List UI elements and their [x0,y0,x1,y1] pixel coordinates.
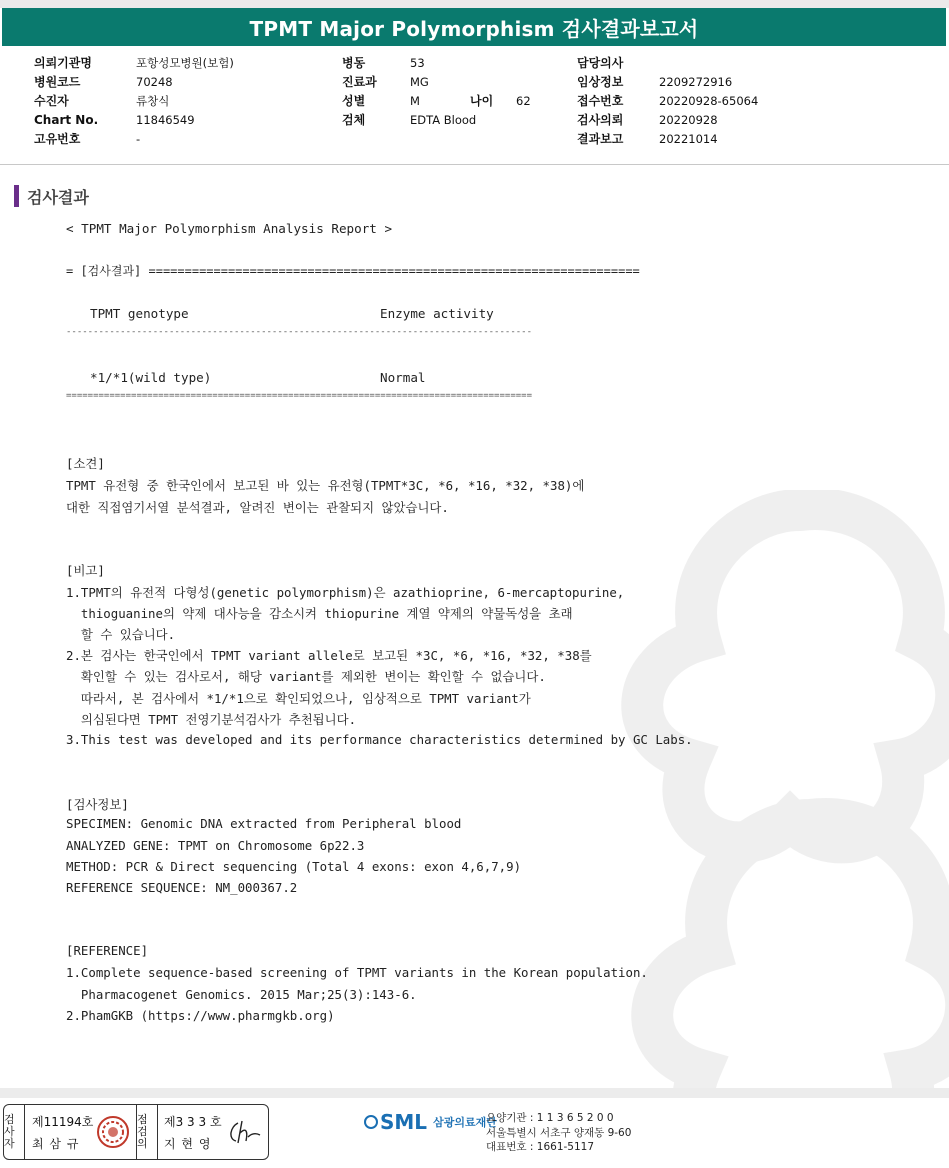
tester-number: 제11194호 [32,1115,94,1129]
info-label: 검체 [342,113,366,127]
info-value: 20221014 [659,132,718,146]
info-column-2 [342,54,531,130]
info-row [342,54,531,73]
contact-line: 대표번호 : 1661-5117 [486,1141,595,1153]
report-heading: < TPMT Major Polymorphism Analysis Report > [66,221,393,236]
info-label: 고유번호 [34,132,81,146]
org-name: 삼광의료재단 [433,1116,497,1129]
info-label: 결과보고 [577,132,624,146]
remarks-line: 따라서, 본 검사에서 *1/*1으로 확인되었으나, 임상적으로 TPMT variant가 [66,691,531,706]
findings-title: [소견] [66,456,105,471]
remarks-line: 3.This test was developed and its performance characteristics determined by GC Labs. [66,732,693,747]
info-label: 수진자 [34,94,69,108]
reviewer-name: 지 현 영 [164,1137,212,1151]
section-title [14,185,89,207]
info-column-1 [34,54,234,149]
info-value: 포항성모병원(보험) [136,56,234,70]
reference-title: [REFERENCE] [66,943,149,958]
info-label: 성별 [342,94,366,108]
info-row [342,73,531,92]
genotype-value: *1/*1(wild type) [90,370,212,385]
info-label: 병원코드 [34,75,81,89]
remarks-line: 할 수 있습니다. [66,627,176,642]
info-label: Chart No. [34,113,99,127]
info-row [577,54,758,73]
watermark-logo [620,490,949,1090]
remarks-line: 확인할 수 있는 검사로서, 해당 variant를 제외한 변이는 확인할 수 없습니다. [66,669,546,684]
info-row [34,73,234,92]
info-row [34,92,234,111]
info-label: 의뢰기관명 [34,56,92,70]
tester-label: 검사자 [4,1105,25,1159]
result-header-line: = [검사결과] ==================================================================== [66,264,640,278]
footer-band [0,1088,949,1098]
age-label: 나이 [470,94,494,108]
contact-info [486,1111,631,1155]
info-label: 접수번호 [577,94,624,108]
reference-line: 2.PhamGKB (https://www.pharmgkb.org) [66,1008,335,1023]
info-value: 류창식 [136,94,170,108]
info-value: 20220928-65064 [659,94,759,108]
test-info-line: METHOD: PCR & Direct sequencing (Total 4 exons: exon 4,6,7,9) [66,859,522,874]
report-title: TPMT Major Polymorphism 검사결과보고서 [2,8,946,46]
age-value: 62 [516,94,531,108]
info-row [577,111,758,130]
equal-divider: ====================================================================================== [66,391,532,401]
findings-line: 대한 직접염기서열 분석결과, 알려진 변이는 관찰되지 않았습니다. [66,500,449,515]
reviewer-label: 점검의 [137,1105,158,1159]
info-label: 담당의사 [577,56,624,70]
info-value: - [136,132,141,146]
contact-line: 요양기관 : 1 1 3 6 5 2 0 0 [486,1112,614,1124]
remarks-line: 의심된다면 TPMT 전영기분석검사가 추천됩니다. [66,712,357,727]
info-column-3 [577,54,758,149]
remarks-line: 1.TPMT의 유전적 다형성(genetic polymorphism)은 azathioprine, 6-mercaptopurine, [66,585,625,600]
test-info-line: ANALYZED GENE: TPMT on Chromosome 6p22.3 [66,838,365,853]
info-row [577,130,758,149]
section-accent-bar [14,185,19,207]
info-label: 검사의뢰 [577,113,624,127]
info-row [342,111,531,130]
info-row [34,130,234,149]
signature-icon [226,1119,262,1145]
info-value: 2209272916 [659,75,733,89]
section-title-text: 검사결과 [27,187,89,207]
test-info-line: SPECIMEN: Genomic DNA extracted from Peripheral blood [66,816,462,831]
top-band [0,0,949,8]
findings-line: TPMT 유전형 중 한국인에서 보고된 바 있는 유전형(TPMT*3C, *6, *16, *32, *38)에 [66,478,585,493]
remarks-title: [비고] [66,563,105,578]
info-row [577,73,758,92]
red-seal-icon [96,1115,130,1149]
info-value: 11846549 [136,113,195,127]
info-label: 임상정보 [577,75,624,89]
tester-name: 최 삼 규 [32,1137,80,1151]
reference-line: Pharmacogenet Genomics. 2015 Mar;25(3):143-6. [66,987,417,1002]
info-row [342,92,531,111]
info-row [577,92,758,111]
info-label: 진료과 [342,75,377,89]
sml-logo [364,1110,497,1134]
dash-divider: -------------------------------------------------------------------------------------- [66,327,532,337]
sml-logo-text: SML [380,1110,428,1134]
info-row [34,54,234,73]
remarks-line: thioguanine의 약제 대사능을 감소시켜 thiopurine 계열 약제의 약물독성을 초래 [66,606,573,621]
info-value: 70248 [136,75,173,89]
reference-line: 1.Complete sequence-based screening of TPMT variants in the Korean population. [66,965,648,980]
signature-box [3,1104,269,1160]
header-divider [0,164,949,165]
info-label: 병동 [342,56,366,70]
info-value: 20220928 [659,113,718,127]
info-value: M [410,94,420,108]
remarks-line: 2.본 검사는 한국인에서 TPMT variant allele로 보고된 *3C, *6, *16, *32, *38를 [66,648,592,663]
test-info-title: [검사정보] [66,797,129,812]
info-row [34,111,234,130]
info-value: 53 [410,56,425,70]
reviewer-number: 제3 3 3 호 [164,1115,222,1129]
col-genotype-header: TPMT genotype [90,306,189,321]
info-value: EDTA Blood [410,113,477,127]
test-info-line: REFERENCE SEQUENCE: NM_000367.2 [66,880,298,895]
col-activity-header: Enzyme activity [380,306,494,321]
contact-line: 서울특별시 서초구 양재동 9-60 [486,1126,632,1139]
info-value: MG [410,75,429,89]
activity-value: Normal [380,370,426,385]
sml-mark-icon [364,1115,378,1129]
